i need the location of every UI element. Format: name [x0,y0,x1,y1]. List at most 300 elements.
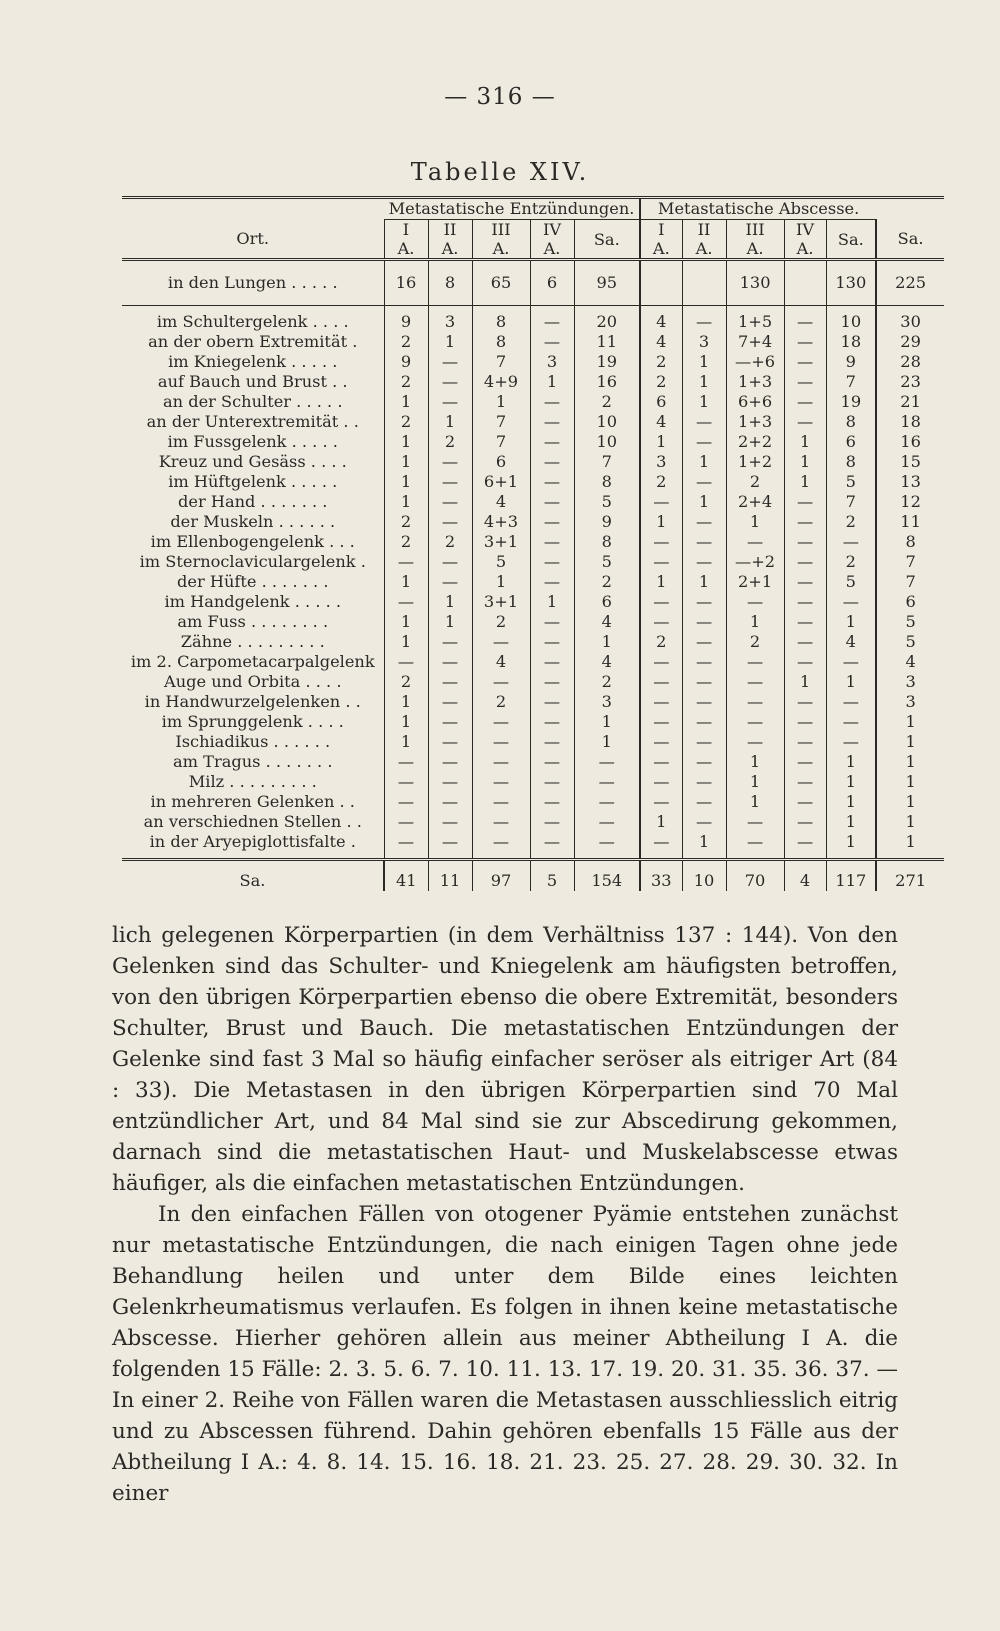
table-cell: 95 [574,260,640,306]
table-cell: 1 [682,352,726,372]
table-cell: — [682,612,726,632]
table-cell: — [784,592,826,612]
table-cell: — [784,492,826,512]
table-cell: 1 [428,592,472,612]
table-cell: 15 [900,452,921,471]
table-cell: 7+4 [726,332,784,352]
table-cell: — [640,732,682,752]
body-text [112,920,898,1509]
table-cell: 1 [784,432,826,452]
table-cell: 6 [472,452,530,472]
table-cell: — [472,752,530,772]
table-cell: — [384,772,428,792]
table-cell: 2 [472,692,530,712]
table-cell: 1 [905,712,916,731]
table-cell: — [682,792,726,812]
table-cell: — [428,552,472,572]
table-cell: — [726,732,784,752]
table-cell: — [682,772,726,792]
table-cell: 1 [530,372,574,392]
table-cell: — [784,552,826,572]
table-cell: 19 [826,392,876,412]
table-cell: 1 [682,452,726,472]
table-cell: — [384,652,428,672]
table-cell: 7 [826,372,876,392]
table-row [122,532,944,552]
table-cell: — [640,552,682,572]
table-cell: 2 [640,472,682,492]
table-cell: 23 [900,372,921,391]
table-cell: 7 [472,432,530,452]
row-label: an der Schulter . . . . . [122,392,384,412]
table-cell: 1 [682,372,726,392]
table-cell: 2 [640,372,682,392]
table-cell: 4 [640,412,682,432]
table-cell: 1 [826,792,876,812]
table-row [122,632,944,652]
table-cell: — [682,672,726,692]
table-row [122,392,944,412]
table-cell: 1 [876,832,944,860]
table-cell: 2 [384,332,428,352]
data-table [122,196,944,891]
table-cell: — [784,532,826,552]
table-row [122,832,944,860]
table-cell: 5 [472,552,530,572]
table-cell: 1 [784,672,826,692]
table-cell: 3 [905,672,916,691]
row-label: Milz . . . . . . . . . [122,772,384,792]
table-cell: — [726,812,784,832]
table-cell: — [530,752,574,772]
table-cell: — [472,732,530,752]
table-cell: — [472,772,530,792]
table-row [122,572,944,592]
column-header: III A. [726,220,784,260]
table-cell: — [384,832,428,860]
table-row [122,260,944,306]
column-header: I A. [640,220,682,260]
row-label: in der Aryepiglottisfalte . [122,832,384,860]
table-cell: — [530,632,574,652]
table-cell: 6 [574,592,640,612]
table-cell: 1 [826,812,876,832]
table-cell: 8 [574,532,640,552]
row-label: der Hand . . . . . . . [122,492,384,512]
table-cell: 9 [384,312,428,332]
table-cell: — [428,812,472,832]
table-cell: — [428,752,472,772]
table-cell: — [530,832,574,860]
table-cell: 7 [826,492,876,512]
sum-cell: 117 [826,860,876,892]
table-cell: 1 [905,752,916,771]
table-cell: 2 [726,632,784,652]
table-cell: — [384,752,428,772]
table-title: Tabelle XIV. [410,158,590,186]
table-cell: 6 [640,392,682,412]
table-row [122,732,944,752]
table-cell: 1 [428,612,472,632]
page-number: — 316 — [444,84,556,110]
row-label: Zähne . . . . . . . . . [122,632,384,652]
table-cell: — [784,372,826,392]
table-cell: 225 [876,260,944,306]
table-cell: 1 [530,592,574,612]
body-paragraph: lich gelegenen Körperpartien (in dem Verhältniss 137 : 144). Von den Gelenken sind das Schulter- und Kniegelenk am häufigsten betroffen, von den übrigen Körperpartien ebenso die obere Extremität, besonders Schulter, Brust und Bauch. Die metastatischen Entzündungen der Gelenke sind fast 3 Mal so häufig einfacher seröser als eitriger Art (84 : 33). Die Metastasen in den übrigen Körperpartien sind 70 Mal entzündlicher Art, und 84 Mal sind sie zur Abscedirung gekommen, darnach sind die metastatischen Haut- und Muskelabscesse etwas häufiger, als die einfachen metastatischen Entzündungen. [112,923,898,1196]
table-cell: 2 [384,372,428,392]
table-cell: 1 [826,832,876,860]
sum-cell: 10 [682,860,726,892]
table-cell: — [682,532,726,552]
table-cell: — [784,572,826,592]
table-cell: 1 [682,492,726,512]
table-cell: 130 [726,260,784,306]
body-paragraph: In den einfachen Fällen von otogener Pyämie entstehen zunächst nur metastatische Entzündungen, die nach einigen Tagen ohne jede Behandlung heilen und unter dem Bilde eines leichten Gelenkrheumatismus verlaufen. Es folgen in ihnen keine metastatische Abscesse. Hierher gehören allein aus meiner Abtheilung I A. die folgenden 15 Fälle: 2. 3. 5. 6. 7. 10. 11. 13. 17. 19. 20. 31. 35. 36. 37. — In einer 2. Reihe von Fällen waren die Metastasen ausschliesslich eitrig und zu Abscessen führend. Dahin gehören ebenfalls 15 Fälle aus der Abtheilung I A.: 4. 8. 14. 15. 16. 18. 21. 23. 25. 27. 28. 29. 30. 32. In einer [112,1202,898,1506]
table-cell: — [530,692,574,712]
table-cell: 18 [900,412,921,431]
table-cell: — [826,692,876,712]
table-cell: — [682,752,726,772]
column-header-row [122,220,944,260]
table-row [122,612,944,632]
table-row [122,752,944,772]
table-cell: 2+4 [726,492,784,512]
row-label: im 2. Carpometacarpalgelenk [122,652,384,672]
table-cell: 1 [384,432,428,452]
sum-cell: 70 [726,860,784,892]
table-cell: 16 [384,260,428,306]
table-cell: — [428,732,472,752]
table-cell: — [784,772,826,792]
table-cell: — [682,692,726,712]
table-cell: 1 [905,732,916,751]
table-cell: 9 [384,352,428,372]
table-cell: — [726,832,784,860]
table-cell: — [384,552,428,572]
table-cell: — [530,492,574,512]
sum-cell: 154 [574,860,640,892]
column-header: III A. [472,220,530,260]
table-cell: — [640,712,682,732]
row-label: in Handwurzelgelenken . . [122,692,384,712]
table-cell: — [428,832,472,860]
table-cell: 8 [472,332,530,352]
row-label: Kreuz und Gesäss . . . . [122,452,384,472]
table-cell: — [530,812,574,832]
table-cell: 3+1 [472,592,530,612]
table-cell: 65 [472,260,530,306]
table-cell: 2 [472,612,530,632]
table-cell: — [428,392,472,412]
group-header-abscesse: Metastatische Abscesse. [640,198,876,220]
table-row [122,792,944,812]
table-cell: 3+1 [472,532,530,552]
table-cell: 1 [726,612,784,632]
table-cell: 2 [384,412,428,432]
table-cell: 10 [826,312,876,332]
table-cell: 1+3 [726,372,784,392]
row-label: auf Bauch und Brust . . [122,372,384,392]
table-cell: — [640,692,682,712]
table-cell: 5 [905,632,916,651]
table-cell: 8 [574,472,640,492]
table-cell: 3 [428,312,472,332]
table-cell: 1 [640,572,682,592]
table-row [122,692,944,712]
table-cell: — [384,592,428,612]
table-cell: 8 [428,260,472,306]
table-cell: — [826,532,876,552]
table-cell: 1 [640,432,682,452]
table-cell: 18 [826,332,876,352]
row-label: an verschiednen Stellen . . [122,812,384,832]
table-cell: 1+2 [726,452,784,472]
column-header: I A. [384,220,428,260]
table-cell: 3 [682,332,726,352]
table-cell: 5 [574,492,640,512]
table-cell: 4 [472,492,530,512]
table-row [122,552,944,572]
table-cell: 1 [682,572,726,592]
table-cell: — [472,832,530,860]
table-cell: 2 [428,532,472,552]
row-label: im Fussgelenk . . . . . [122,432,384,452]
row-label: an der Unterextremität . . [122,412,384,432]
table-cell: — [682,632,726,652]
table-cell: 1 [574,712,640,732]
table-cell: — [530,672,574,692]
table-cell: 2 [428,432,472,452]
table-cell: — [784,632,826,652]
table-cell: 8 [472,312,530,332]
table-cell: 4 [574,612,640,632]
table-row [122,352,944,372]
table-cell: — [640,612,682,632]
table-cell: 4 [640,312,682,332]
table-cell: 7 [905,572,916,591]
table-cell: — [530,772,574,792]
table-cell: 20 [574,312,640,332]
sum-label: Sa. [239,871,266,890]
table-cell: 1 [384,732,428,752]
table-cell: 9 [574,512,640,532]
table-cell: 2 [640,352,682,372]
table-cell: 2+1 [726,572,784,592]
sum-cell: 33 [640,860,682,892]
table-cell: 2 [574,392,640,412]
table-cell: — [428,472,472,492]
table-cell: 1 [682,832,726,860]
table-cell: 5 [574,552,640,572]
table-cell: — [784,352,826,372]
table-cell: — [682,732,726,752]
table-cell: 3 [574,692,640,712]
table-row [122,592,944,612]
table-cell: — [784,652,826,672]
table-cell: 7 [905,552,916,571]
table-cell: — [428,512,472,532]
table-cell: 2 [826,512,876,532]
table-cell: — [784,692,826,712]
table-cell: — [784,812,826,832]
table-cell: 1 [384,472,428,492]
table-cell: — [682,712,726,732]
table-cell: — [682,412,726,432]
table-row [122,452,944,472]
table-cell: — [640,652,682,672]
table-cell: — [428,352,472,372]
table-cell: — [530,312,574,332]
table-cell: — [428,692,472,712]
table-cell: — [530,572,574,592]
table-cell: 130 [826,260,876,306]
row-label: im Schultergelenk . . . . [122,312,384,332]
column-header: Sa. [574,220,640,260]
table-cell: — [428,792,472,812]
table-cell: — [640,772,682,792]
table-cell: 2+2 [726,432,784,452]
table-cell: 2 [726,472,784,492]
table-cell: 29 [900,332,921,351]
table-cell: — [472,712,530,732]
group-header-entzuendungen: Metastatische Entzündungen. [384,198,640,220]
table-cell: — [726,692,784,712]
table-row [122,672,944,692]
table-cell: 4 [574,652,640,672]
table-cell: — [530,332,574,352]
column-header: Sa. [876,220,944,260]
sum-cell: 271 [895,871,927,890]
table-cell: 6+6 [726,392,784,412]
table-cell: 5 [826,472,876,492]
table-cell: 11 [574,332,640,352]
table-cell: — [682,472,726,492]
table-row [122,432,944,452]
table-cell: —+6 [726,352,784,372]
table-cell: — [784,792,826,812]
table-cell: — [530,712,574,732]
table-cell: — [428,652,472,672]
row-label: im Handgelenk . . . . . [122,592,384,612]
table-row [122,512,944,532]
table-cell: 4 [640,332,682,352]
table-cell [784,260,826,306]
column-header: Ort. [122,220,384,260]
table-cell: 1 [384,452,428,472]
table-cell: 13 [900,472,921,491]
table-cell: 5 [905,612,916,631]
table-cell: — [428,632,472,652]
table-cell: 1 [428,332,472,352]
table-cell: 6 [530,260,574,306]
table-cell: 1 [472,572,530,592]
table-cell: — [472,632,530,652]
table-cell: — [784,392,826,412]
table-cell: 1 [384,612,428,632]
table-cell: 1 [784,472,826,492]
table-cell: — [784,752,826,772]
table-cell: — [428,672,472,692]
table-cell: 2 [384,532,428,552]
row-label: im Sternoclaviculargelenk . [122,552,384,572]
table-cell: — [682,312,726,332]
column-header: IV A. [530,220,574,260]
column-header: II A. [428,220,472,260]
table-cell: 19 [574,352,640,372]
table-cell: 1 [384,492,428,512]
table-cell: 1 [384,712,428,732]
table-cell: 28 [900,352,921,371]
table-cell: — [530,432,574,452]
table-cell: — [826,652,876,672]
table-cell: — [530,412,574,432]
row-label: in den Lungen . . . . . [122,260,384,306]
table-cell: 1 [905,772,916,791]
table-cell: 6+1 [472,472,530,492]
table-cell: — [726,672,784,692]
table-cell: 6 [826,432,876,452]
table-cell: — [530,732,574,752]
table-cell: 8 [905,532,916,551]
sum-row [122,860,944,892]
table-cell: 7 [472,412,530,432]
table-cell: — [428,452,472,472]
table-cell: — [530,652,574,672]
table-cell: — [640,752,682,772]
table-cell: 1 [384,692,428,712]
table-row [122,712,944,732]
table-cell: 1 [682,392,726,412]
table-cell: — [640,672,682,692]
table-cell: 1 [826,612,876,632]
table-cell: — [384,812,428,832]
table-cell: 4+3 [472,512,530,532]
table-cell: 1+3 [726,412,784,432]
table-cell: 9 [826,352,876,372]
table-row [122,492,944,512]
table-cell: 2 [384,512,428,532]
table-cell: 1 [726,512,784,532]
table-cell: — [640,792,682,812]
table-row [122,652,944,672]
table-cell: — [784,412,826,432]
table-cell: 10 [574,412,640,432]
row-label: der Muskeln . . . . . . [122,512,384,532]
table-cell: 1 [784,452,826,472]
table-cell: 11 [900,512,921,531]
table-cell: — [784,332,826,352]
table-cell: — [472,812,530,832]
table-cell: 7 [472,352,530,372]
table-cell: — [428,492,472,512]
table-cell: — [726,592,784,612]
table-cell: — [784,732,826,752]
table-cell: — [530,792,574,812]
table-cell: — [826,592,876,612]
table-cell: — [682,432,726,452]
table-cell: 1 [574,732,640,752]
table-cell: 2 [640,632,682,652]
table-cell: 2 [826,552,876,572]
table-cell: — [784,712,826,732]
table-cell: — [530,452,574,472]
row-label: Ischiadikus . . . . . . [122,732,384,752]
table-cell: 2 [574,672,640,692]
table-row [122,312,944,332]
table-cell: — [826,712,876,732]
table-row [122,372,944,392]
